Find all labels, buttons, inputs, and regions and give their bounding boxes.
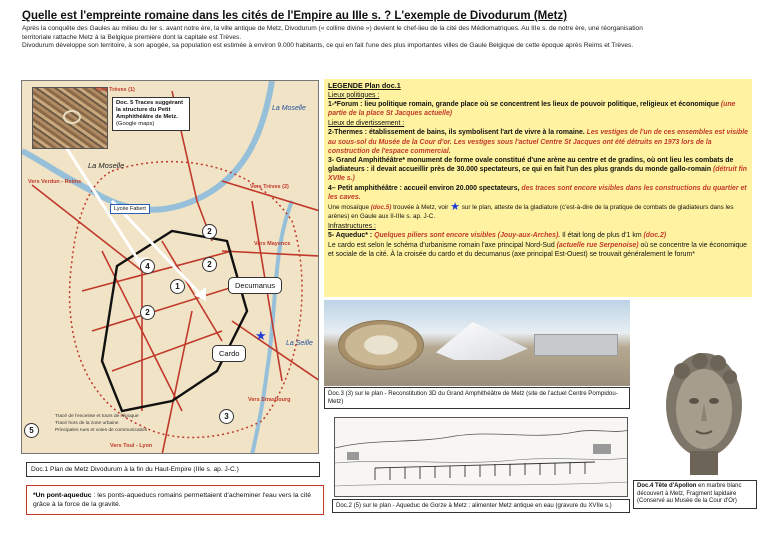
- intro-line: territoriale rattache Metz à la Belgique première dont la capitale est Trèves.: [22, 33, 242, 41]
- legend-grand-amphi-text: 3- Grand Amphithéâtre* monument de forme ovale constitué d'une arène au centre et de gradins, où ont lieu les combats de gladiateurs : il devait accueillir près de 30.000 spectateurs, ce qui en fait l'un des plus grands du monde gallo-romain: [328, 157, 734, 174]
- aqueduc-text: : les ponts-aqueducs romains permettaient d'acheminer l'eau vers la cité grâce à la force de la gravité.: [33, 492, 311, 508]
- legend-section-divertissement: Lieux de divertissement :: [328, 119, 405, 127]
- legend-aqueduc-text: 5- Aqueduc* :: [328, 232, 375, 240]
- exhibition-hall: [534, 334, 618, 356]
- doc4-caption-rest: en marbre blanc découvert à Metz, Fragment lapidaire (Conservé au Musée de la Cour d'Or): [637, 483, 742, 505]
- amphitheatre-trace: [63, 110, 81, 124]
- legend-thermes-text: 2-Thermes : établissement de bains, ils symbolisent l'art de vivre à la romaine.: [328, 129, 587, 137]
- marker-forum: 1: [170, 279, 185, 294]
- map-legend-line: Principales rues et voies de communication: [55, 428, 148, 433]
- amphitheatre-model: [338, 320, 424, 370]
- legend-forum-note: (une partie de la place St Jacques actuelle): [328, 101, 736, 118]
- legend-aqueduc: [328, 231, 748, 240]
- road-label-treves-1: Vers Trèves (1): [96, 87, 135, 93]
- river-label-seille: La Seille: [286, 340, 313, 347]
- road-label-mayence: Vers Mayence: [254, 241, 291, 247]
- engraving-drawing: [335, 418, 628, 497]
- legend-cardo-a: Le cardo est selon le schéma d'urbanisme romain l'axe principal Nord-Sud: [328, 241, 557, 249]
- doc5-source: (Google maps): [116, 121, 155, 127]
- legend-petit-amphi-text: 4– Petit amphithéâtre : accueil environ 20.000 spectateurs,: [328, 185, 522, 193]
- legend-petit-amphi-note: des traces sont encore visibles dans les constructions du quartier et les caves.: [328, 185, 747, 202]
- legend-section-infrastructures: Infrastructures :: [328, 222, 376, 230]
- decumanus-callout: Decumanus: [228, 277, 282, 294]
- page-title: Quelle est l'empreinte romaine dans les cités de l'Empire au IIIe s. ? L'exemple de Divodurum (Metz): [22, 10, 568, 22]
- road-label-toul: Vers Toul - Lyon: [110, 443, 153, 449]
- legend-aqueduc-doc: (doc.2): [643, 232, 667, 240]
- aqueduc-term: *Un pont-aqueduc: [33, 492, 92, 499]
- map-legend-line: Tracé hors de la zone urbaine: [55, 421, 119, 426]
- marker-grand-amphitheatre: 3: [219, 409, 234, 424]
- doc4-caption: [633, 480, 757, 509]
- doc2-caption: Doc.2 (5) sur le plan - Aqueduc de Gorze à Metz : alimenter Metz antique en eau (gravure du XVIIe s.): [332, 499, 630, 513]
- star-icon: ★: [450, 201, 461, 214]
- legend-mosaique-c: sur le plan, atteste de la gladiature (c'est-à-dire de la pratique de combats de gladiateurs dans les arènes) en Gaule aux II-IIIe s. ap. J-C.: [328, 204, 734, 220]
- pompidou-roof: [436, 322, 528, 360]
- intro-line: Divodurum développe son territoire, à son apogée, sa population est estimée à environ 9.000 habitants, ce qui en fait l'une des plus importantes villes de Gaule Belgique de cette époque après Reims et Trèves.: [22, 42, 634, 49]
- legend-grand-amphi-note: (détruit fin XVIIe s.): [328, 166, 748, 183]
- legend-cardo-street: (actuelle rue Serpenoise): [556, 241, 639, 249]
- satellite-thumbnail: [32, 87, 108, 149]
- legend-petit-amphi: [328, 184, 748, 202]
- legend-grand-amphi: [328, 156, 748, 183]
- legend-mosaique-doc: (doc.5): [370, 204, 392, 212]
- legend-mosaique: [328, 203, 748, 221]
- doc5-label: [112, 97, 190, 131]
- legend-heading: LEGENDE Plan doc.1: [328, 81, 401, 90]
- doc4-apollo-head-image: [654, 343, 754, 478]
- road-label-verdun: Vers Verdun - Reims: [28, 179, 82, 185]
- road-label-strasbourg: Vers Strasbourg: [248, 397, 291, 403]
- cardo-callout: Cardo: [212, 345, 246, 362]
- marker-thermes: 2: [202, 257, 217, 272]
- river-label-moselle-east: La Moselle: [272, 105, 306, 112]
- legend-cardo-c: où se concentre la vie économique et sociale de la cité. À la croisée du cardo et du decumanus (axe principal Est-Ouest) se trouvait généralement le forum*: [328, 241, 747, 258]
- legend-cardo: [328, 241, 748, 259]
- river-label-moselle: La Moselle: [88, 161, 125, 170]
- road-label-treves-2: Vers Trèves (2): [250, 184, 289, 190]
- legend-section-politique: Lieux politiques :: [328, 91, 380, 99]
- doc2-aqueduct-engraving: [334, 417, 628, 497]
- map-legend-line: Tracé de l'enceinte et tours de l'époque: [55, 414, 139, 419]
- apollo-head-drawing: [654, 343, 754, 478]
- map-legend: [55, 413, 147, 434]
- legend-thermes-note: Les vestiges de l'un de ces ensembles est visible au sous-sol du Musée de la Cour d'or. Les vestiges sous l'actuel Centre St Jacques ont été détruits en 1973 lors de la construction de l'espace commercial.: [328, 129, 748, 155]
- legend-forum-text: 1-*Forum : lieu politique romain, grande place où se concentrent les lieux de pouvoir politique, religieux et économique: [328, 101, 721, 109]
- legend-thermes: [328, 128, 748, 155]
- mosaic-star-icon: ★: [255, 328, 267, 343]
- intro-text: [22, 25, 757, 51]
- legend-aqueduc-note: Quelques piliers sont encore visibles (Jouy-aux-Arches).: [374, 232, 561, 240]
- doc5-label-text: Doc. 5 Traces suggérant la structure du Petit Amphithéâtre de Metz.: [116, 100, 184, 120]
- lycee-fabert-label: Lycée Fabert: [110, 204, 150, 214]
- marker-thermes: 2: [202, 224, 217, 239]
- marker-thermes: 2: [140, 305, 155, 320]
- intro-line: Après la conquête des Gaules au milieu du Ier s. avant notre ère, la ville antique de Metz, Divodurum (« colline divine ») devient le chef-lieu de la cité des Médiomatriques. Au IIIe s. de notre ère, une réorganisation: [22, 25, 643, 32]
- metz-plan-map: [21, 80, 319, 454]
- marker-aqueduc: 5: [24, 423, 39, 438]
- doc3-reconstruction-image: [324, 300, 630, 386]
- doc4-caption-lead: Doc.4 Tête d'Apollon: [637, 483, 697, 489]
- legend-aqueduc-length: Il était long de plus d'1 km: [560, 232, 644, 240]
- doc1-caption: Doc.1 Plan de Metz Divodurum à la fin du Haut-Empire (IIIe s. ap. J-C.): [26, 462, 320, 477]
- legend-mosaique-a: Une mosaïque: [328, 204, 371, 212]
- legend-panel: [324, 79, 752, 297]
- legend-mosaique-b: trouvée à Metz, voir: [391, 204, 451, 212]
- doc3-caption: Doc.3 (3) sur le plan - Reconstitution 3D du Grand Amphithéâtre de Metz (site de l'actuel Centre Pompidou-Metz): [324, 387, 630, 409]
- legend-forum: [328, 100, 748, 118]
- aqueduc-definition: [26, 485, 324, 515]
- marker-petit-amphitheatre: 4: [140, 259, 155, 274]
